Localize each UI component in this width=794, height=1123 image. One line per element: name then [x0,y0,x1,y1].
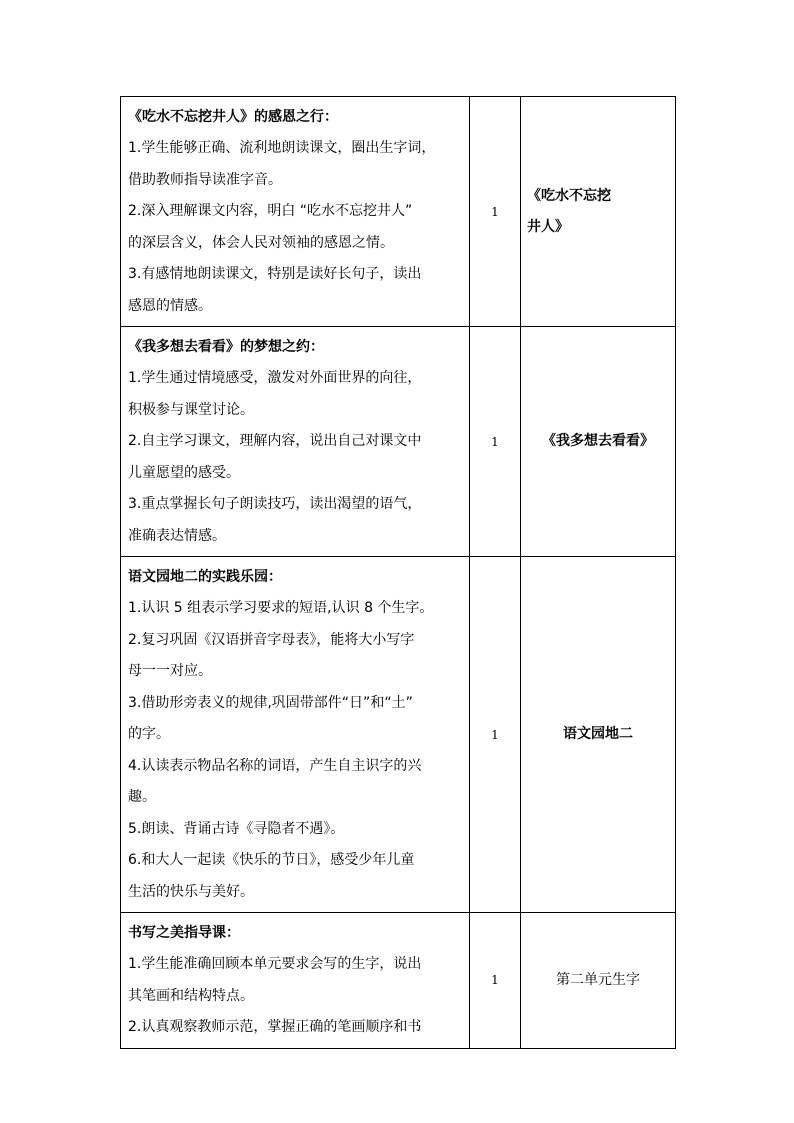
hours-value: 1 [491,204,499,219]
table-row [121,913,676,1049]
lesson-title: 《吃水不忘挖 井人》 [527,187,611,235]
content-cell [121,327,470,557]
hours-value: 1 [491,973,499,988]
lesson-cell [521,327,676,557]
hours-cell [470,913,521,1049]
table-row [121,327,676,557]
list-item: 3.借助形旁表义的规律,巩固带部件“日”和“土” 的字。 [128,694,413,742]
list-item: 1.学生能够正确、流利地朗读课文，圈出生字词， 借助教师指导读准字音。 [128,140,436,188]
content-cell [121,913,470,1049]
hours-cell [470,97,521,327]
list-item: 1.认识 5 组表示学习要求的短语,认识 8 个生字。 [128,600,434,616]
row-heading: 语文园地二的实践乐园： [128,569,282,585]
hours-cell [470,557,521,913]
content-cell [121,557,470,913]
list-item: 2.复习巩固《汉语拼音字母表》，能将大小写字 母一一对应。 [128,631,415,679]
list-item: 2.认真观察教师示范，掌握正确的笔画顺序和书 [128,1019,422,1035]
list-item: 3.重点掌握长句子朗读技巧，读出渴望的语气， 准确表达情感。 [128,496,422,544]
lesson-title: 第二单元生字 [556,971,640,988]
list-item: 6.和大人一起读《快乐的节日》，感受少年儿童 生活的快乐与美好。 [128,852,415,900]
list-item: 1.学生通过情境感受，激发对外面世界的向往， 积极参与课堂讨论。 [128,370,422,418]
lesson-cell [521,913,676,1049]
lesson-plan-table [120,96,676,1049]
list-item: 1.学生能准确回顾本单元要求会写的生字，说出 其笔画和结构特点。 [128,956,422,1004]
hours-cell [470,327,521,557]
table-row [121,97,676,327]
hours-value: 1 [491,727,499,742]
content-cell [121,97,470,327]
lesson-title: 语文园地二 [563,726,633,742]
list-item: 2.深入理解课文内容，明白 “吃水不忘挖井人” 的深层含义，体会人民对领袖的感恩之情。 [128,203,413,251]
lesson-cell [521,97,676,327]
row-heading: 《我多想去看看》的梦想之约： [128,339,324,355]
lesson-title: 《我多想去看看》 [542,433,654,449]
list-item: 4.认读表示物品名称的词语，产生自主识字的兴 趣。 [128,757,422,805]
table-row [121,557,676,913]
list-item: 2.自主学习课文，理解内容，说出自己对课文中 儿童愿望的感受。 [128,433,422,481]
lesson-cell [521,557,676,913]
row-heading: 《吃水不忘挖井人》的感恩之行： [128,109,338,125]
hours-value: 1 [491,434,499,449]
row-heading: 书写之美指导课： [128,925,240,941]
list-item: 3.有感情地朗读课文，特别是读好长句子，读出 感恩的情感。 [128,266,422,314]
list-item: 5.朗读、背诵古诗《寻隐者不遇》。 [128,820,345,837]
